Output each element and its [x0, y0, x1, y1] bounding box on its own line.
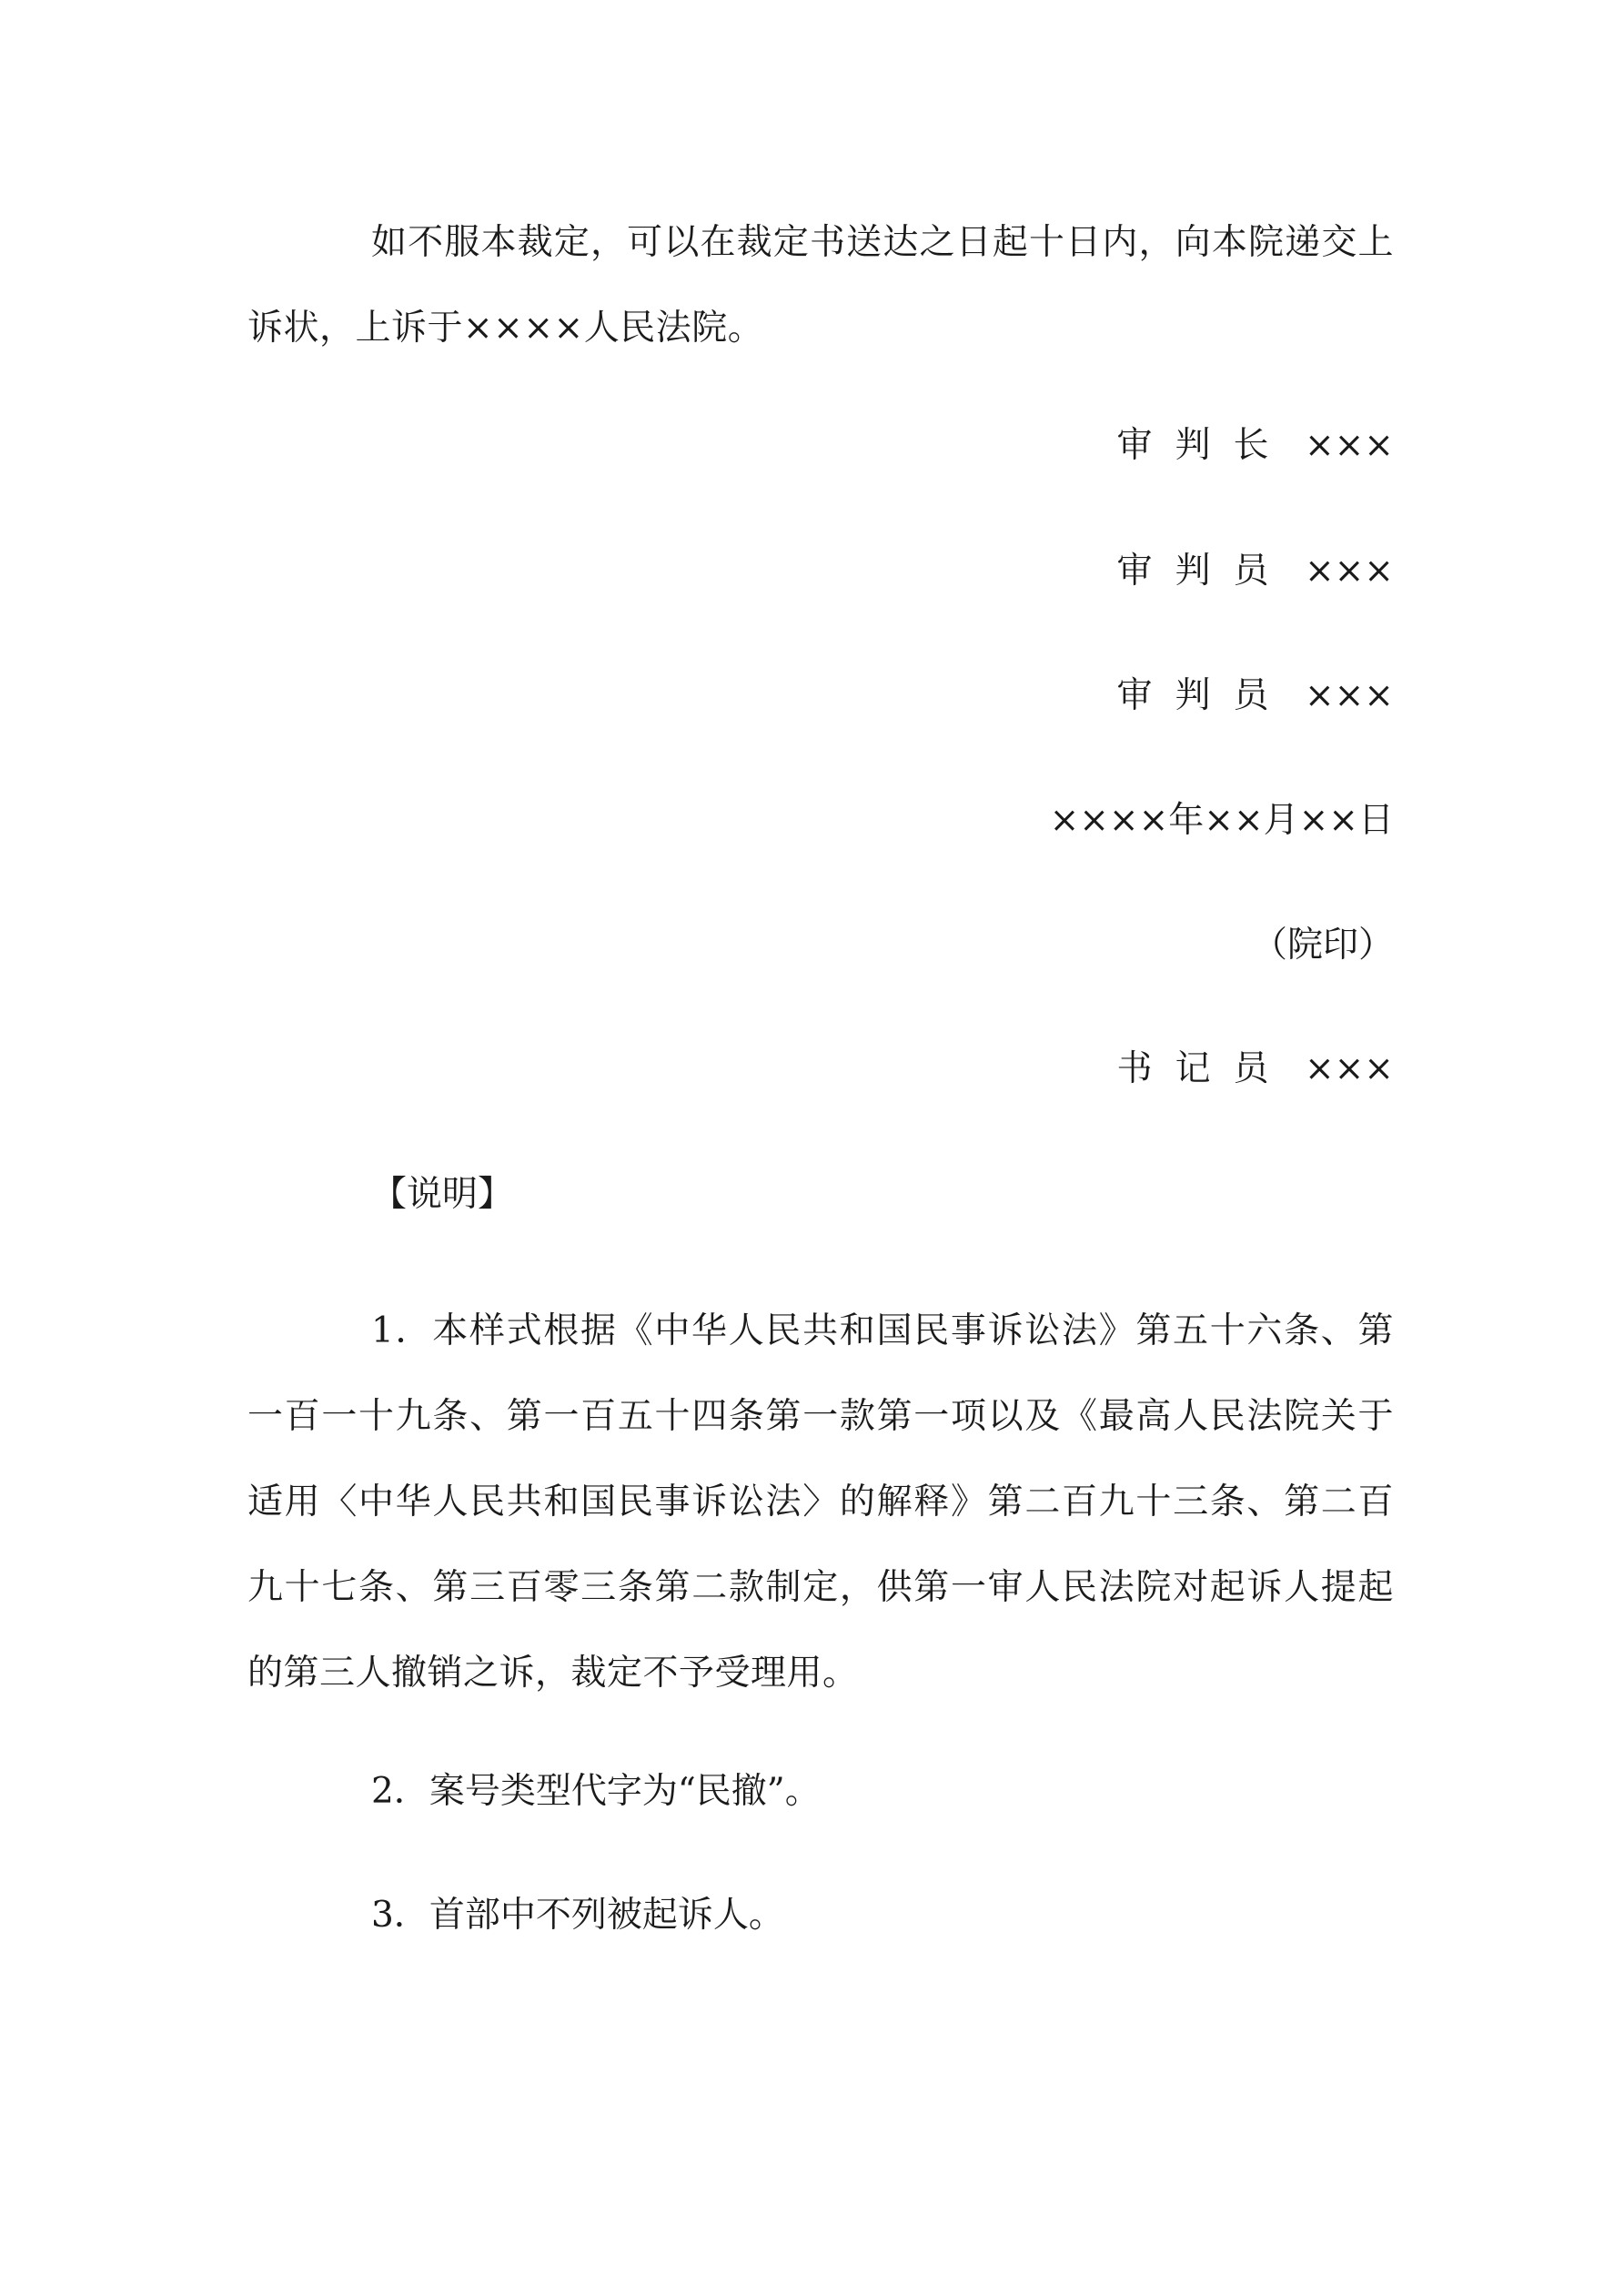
signature-title: 审判员 — [1116, 675, 1292, 716]
note-item-2: 2．案号类型代字为“民撤”。 — [371, 1771, 821, 1812]
signature-title: 书记员 — [1116, 1048, 1292, 1089]
signature-title: 审判员 — [1116, 551, 1292, 592]
notes-heading: 【说明】 — [371, 1174, 514, 1215]
signature-name: ××× — [1304, 1048, 1394, 1089]
signature-name: ××× — [1304, 551, 1394, 592]
appeal-paragraph: 如不服本裁定，可以在裁定书送达之日起十日内，向本院递交上诉状，上诉于××××人民法院。 — [247, 222, 1394, 349]
note-item-1: 1．本样式根据《中华人民共和国民事诉讼法》第五十六条、第一百一十九条、第一百五十四条第一款第一项以及《最高人民法院关于适用〈中华人民共和国民事诉讼法〉的解释》第二百九十三条、第二百九十七条、第三百零三条第二款制定，供第一审人民法院对起诉人提起的第三人撤销之诉，裁定不予受理用。 — [247, 1310, 1394, 1694]
note-item-3: 3．首部中不列被起诉人。 — [371, 1895, 784, 1936]
signature-name: ××× — [1304, 675, 1394, 716]
signature-judge-1 — [1117, 549, 1394, 594]
signature-title: 审判长 — [1116, 425, 1292, 466]
signature-presiding-judge — [1117, 423, 1394, 469]
signature-judge-2 — [1117, 673, 1394, 719]
signature-clerk — [1117, 1047, 1394, 1092]
court-seal-label: （院印） — [1251, 925, 1394, 966]
signature-name: ××× — [1304, 425, 1394, 466]
ruling-date: ××××年××月××日 — [1049, 800, 1394, 841]
